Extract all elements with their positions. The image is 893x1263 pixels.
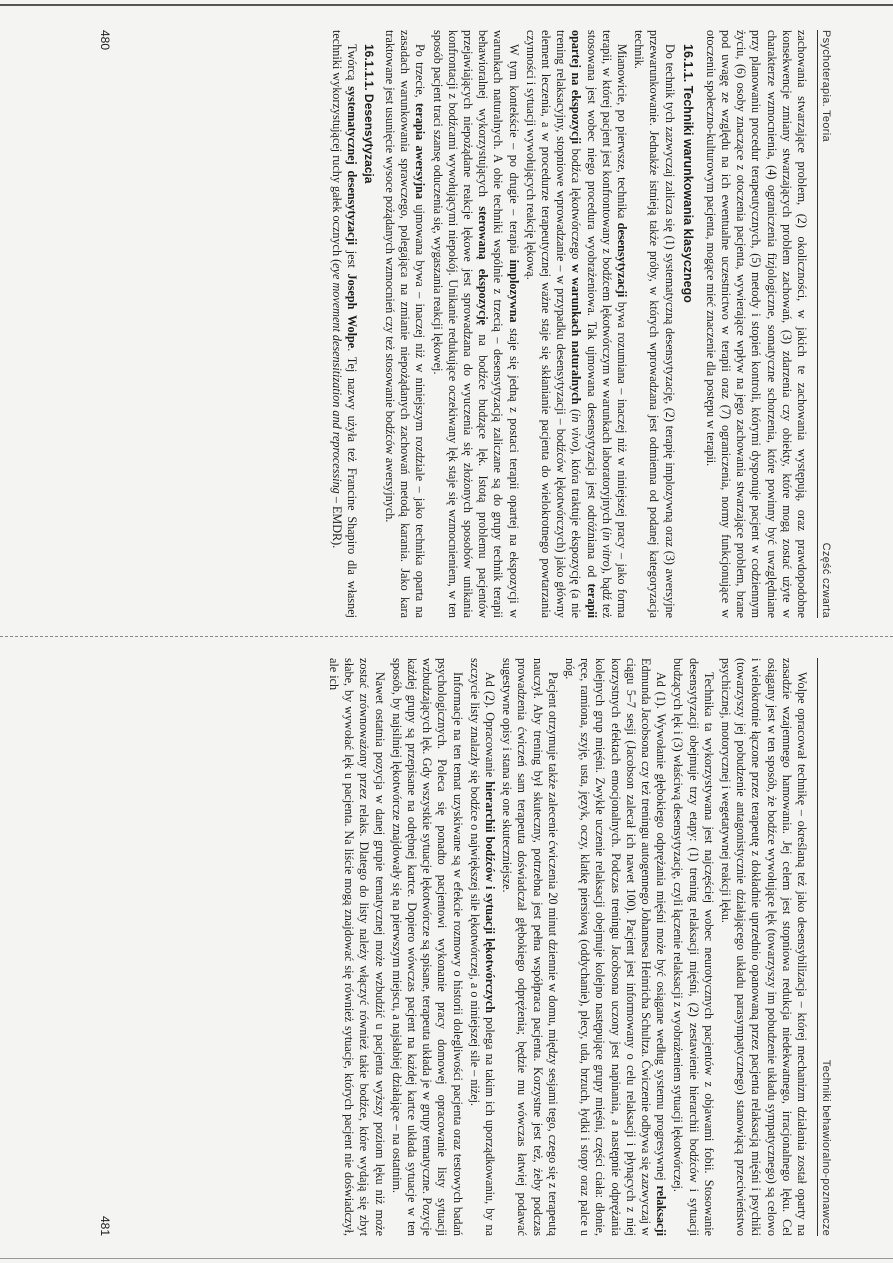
paragraph: Do technik tych zazwyczaj zalicza się (1) systematyczną desensytyzację, (2) terapię implozywną oraz (3) awersyjne przewarunkowanie. Jednakże istnieją także próby, w których wprowadzana jest odmienna od podanej kategoryzacja technik. [632, 30, 677, 618]
section-heading: 16.1.1. Techniki warunkowania klasycznego [680, 44, 695, 303]
page-number: 481 [98, 1215, 112, 1236]
header-right: Część czwarta [820, 542, 832, 618]
header-left: Psychoterapia. Teoria [820, 30, 832, 142]
paragraph: W tym kontekście – po drugie – terapia implozywna staje się jedną z postaci terapii opartej na ekspozycji w warunkach naturalnych. A obie techniki wspólnie z trzecią – desensytyzacją zaliczane są do grupy technik terapii behawioralnej wykorzystujących sterowaną ekspozycję na bodźce budzące lęk. Istotą problemu pacjentów przejawiających niepożądane reakcje lękowe jest sprowadzana do wyuczenia się złożonych sposobów unikania konfrontacji z bodźcami wywołującymi niepokój. Unikanie redukujące oczekiwany lęk staje się wzmocnieniem, w ten sposób pacjent traci szansę oduczenia się, wygaszania reakcji lękowej. [430, 30, 521, 618]
page-divider [0, 636, 893, 637]
subsection-heading: 16.1.1.1. Desensytyzacja [361, 44, 376, 184]
paragraph: Ad (2). Opracowanie hierarchii bodźców i sytuacji lękotwórczych polega na takim ich uporządkowaniu, by na szczycie listy znalazły się bodźce o największej sile lękotwórczej, a o niniejszej sile – niżej. [467, 658, 497, 1236]
paragraph: Po trzecie, terapia awersyjna ujmowana bywa – inaczej niż w niniejszym rozdziale – jako technika oparta na zasadach warunkowania sprawczego, polegająca na zmianie niepożądanych zachowań metodą karania. Jako kara traktowane jest usunięcie wysoce pożądanych wzmocnień czy też stosowanie bodźców awersyjnych. [382, 30, 428, 618]
page-480 [92, 24, 832, 624]
paragraph-intro: zachowania stwarzające problem, (2) okoliczności, w jakich te zachowania występują, oraz prawdopodobne konsekwencje zmiany stwarzających problem zachowań, (3) zdarzenia czy obiekty, które mogą zostać użyte w charakterze wzmocnienia, (4) ograniczenia fizjologiczne, somatyczne schorzenia, które powinny być uwzględniane przy planowaniu procedur terapeutycznych, (5) metody i stopień kontroli, którymi dysponuje pacjent w codziennym życiu, (6) osoby znaczące z otoczenia pacjenta, wywierające wpływ na jego zachowania stwarzające problem, brane pod uwagę ze względu na ich ewentualne uczestnictwo w terapii oraz (7) ograniczenia, normy funkcjonujące w otoczeniu społeczno-kulturowym pacjenta, mogące mieć znaczenie dla postępu w terapii. [703, 30, 809, 618]
paragraph: Technika ta wykorzystywana jest najczęściej wobec neurotycznych pacjentów z objawami fobii. Stosowanie desensytyzacji obejmuje trzy etapy: (1) trening relaksacji mięśni, (2) zestawienie hierarchii bodźców i sytuacji budzących lęk i (3) właściwą desensytyzację, czyli łączenie relaksacji z wyobrażeniem sytuacji lękotwórczej. [671, 658, 716, 1236]
paragraph: Pacjent otrzymuje także zalecenie ćwiczenia 20 minut dziennie w domu, między sesjami tego, czego się z terapeutą nauczył. Aby trening był skuteczny, potrzebna jest pełna współpraca pacjenta. Korzystne jest też, żeby podczas prowadzenia ćwiczeń sam terapeuta doświadczał głębokiego odprężenia; będzie mu wówczas łatwiej podawać sugestywne opisy i stana się one skuteczniejsze. [500, 658, 560, 1236]
page-number: 480 [98, 30, 112, 51]
paragraph: Twórcą systematycznej desensytyzacji jest Joseph Wolpe. Tej nazwy użyła też Francine Shapiro dla własnej techniki wykorzystującej ruchy gałek ocznych (eye movement desensitization and reprocessing – EMDR). [329, 30, 359, 618]
paragraph: Mianowicie, po pierwsze, technika desensytyzacji bywa rozumiana – inaczej niż w niniejszej pracy – jako forma terapii, w której pacjent jest konfrontowany z bodźcem lękotwórczym w warunkach laboratoryjnych (in vitro), bądź też stosowana jest wobec niego procedura wyobrażeniowa. Tak ujmowana desensytyzacja jest odróżniana od terapii opartej na ekspozycji bodźca lękotwórczego w warunkach naturalnych (in vivo), która traktuje ekspozycję (a nie trening relaksacyjny, stopniowe wprowadzanie – w przypadku desensytyzacji – bodźców lękotwórczych) jako główny element leczenia, a w procedurze terapeutycznej ważne staje się skłanianie pacjenta do wielokrotnego powtarzania czynności i sytuacji wywołujących reakcję lękową. [523, 30, 629, 619]
paragraph: Ad (1). Wywołanie głębokiego odprężania mięśni może być osiągane według systemu progresywnej relaksacji Edmunda Jacobsona czy też treningu autogennego Johannesa Heinricha Schultza. Ćwiczenie odbywa się zazwyczaj w ciągu 5–7 sesji (Jacobson zalecał ich nawet 100). Pacjent jest informowany o celu relaksacji i płynących z niej korzystnych efektach emocjonalnych. Podczas treningu Jacobsona uczony jest napinania, a następnie odprężania kolejnych grup mięśni. Zwykle uczenie relaksacji obejmuje kolejno następujące grupy mięśni, części ciała: dłonie, ręce, ramiona, szyję, usta, język, oczy, klatkę piersiową (oddychanie), plecy, uda, brzuch, łydki i stopy oraz palce u nóg. [562, 658, 669, 1236]
paragraph: Nawet ostatnia pozycja w danej grupie tematycznej może wzbudzić u pacjenta wyższy poziom lęku niż może zostać zrównoważony przez relaks. Dlatego do listy należy włączyć również takie bodźce, które wydają się zbyt słabe, by wywołać lęk u pacjenta. Na liście mogą znajdować się również sytuacje, których pacjent nie doświadczył, ale ich [326, 658, 387, 1236]
header-right: Techniki behawioralno-poznawcze [820, 1059, 832, 1236]
paragraph: Informacje na ten temat uzyskiwane są w efekcie rozmowy o historii dolegliwości pacjenta oraz testowych badań psychologicznych. Poleca się ponadto pacjentowi wykonanie pracy domowej opracowanie listy sytuacji wzbudzających lęk. Gdy wszystkie sytuacje lękotwórcze są spisane, terapeuta układa je w grupy tematyczne. Pozycje każdej grupy są przepisane na odrębnej kartce. Dopiero wówczas pacjent na każdej kartce układa sytuacje w ten sposób, by najsilniej lękotwórcze znajdowały się na pierwszym miejscu, a najsłabiej działające – na ostatnim. [389, 658, 465, 1236]
running-header [817, 30, 832, 618]
page-481 [92, 652, 832, 1242]
top-scan-border [0, 4, 893, 6]
running-header [817, 658, 832, 1236]
bottom-scan-border [0, 1258, 893, 1259]
paragraph: Wolpe opracował technikę – określaną też jako desensybilizacja – której mechanizm działania został oparty na zasadzie wzajemnego hamowania. Jej celem jest stopniowa redukcja niedekwatnego, irracjonalnego lęku. Cel osiągany jest w ten sposób, że bodźce wywołujące lęk (towarzyszy im pobudzenie układu sympatycznego) są celowo i wielokrotnie łączone przez terapeutę z dokładnie uprzednio opanowaną przez pacjenta relaksacją mięśni i psychiki (towarzyszy jej pobudzenie antagonistycznie działającego układu parasympatycznego) stanowiącą przeciwieństwo psychicznej, motorycznej i wegetatywnej reakcji lęku. [718, 658, 809, 1236]
